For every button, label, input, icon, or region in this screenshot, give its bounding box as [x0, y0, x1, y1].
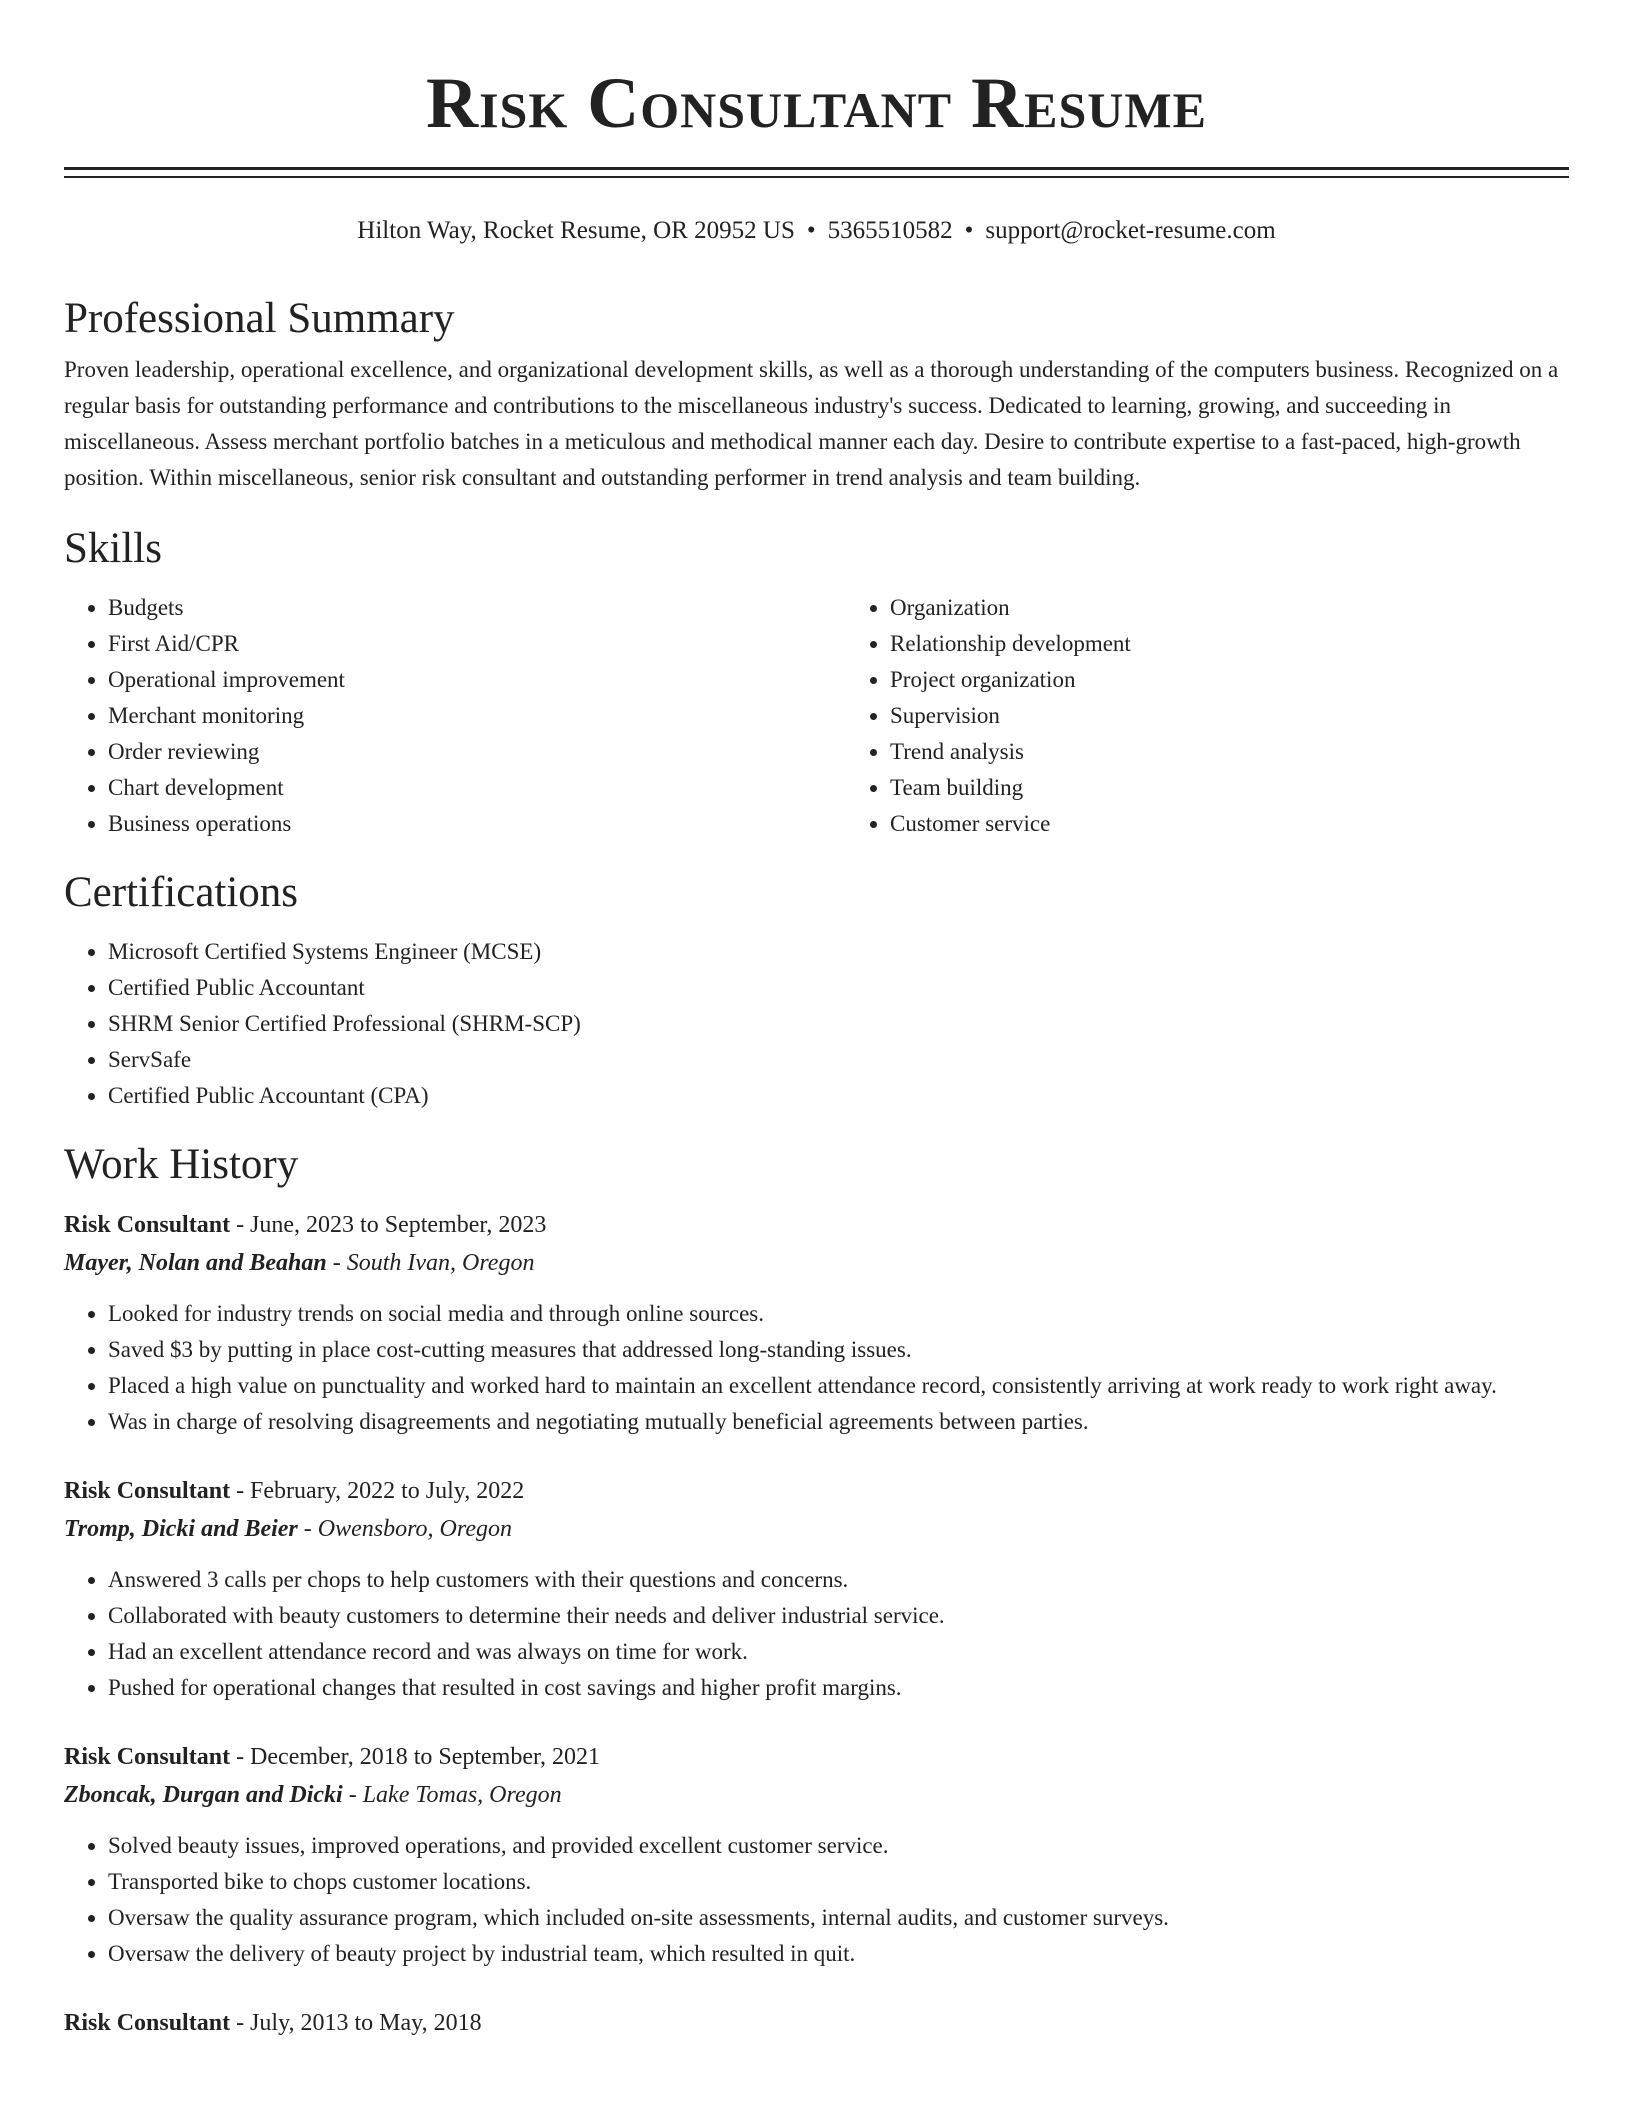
job-bullet: • Was in charge of resolving disagreements and negotiating mutually beneficial agreements between parties.	[108, 1404, 1569, 1440]
certification-item: • SHRM Senior Certified Professional (SHRM-SCP)	[108, 1006, 1569, 1042]
job-header	[64, 1206, 1569, 1244]
job-bullet: • Oversaw the quality assurance program, which included on-site assessments, internal audits, and customer surveys.	[108, 1900, 1569, 1936]
skill-item: • Trend analysis	[890, 734, 1588, 770]
work-history-section	[64, 1136, 1569, 2042]
summary-heading: Professional Summary	[64, 295, 455, 342]
job-company: Mayer, Nolan and Beahan	[64, 1250, 327, 1276]
skill-item: • Project organization	[890, 662, 1588, 698]
job-employer	[64, 1776, 1569, 1814]
certifications-heading: Certifications	[64, 869, 299, 916]
skill-item: • Order reviewing	[108, 734, 806, 770]
job-entry	[64, 2004, 1569, 2042]
job-bullet: • Collaborated with beauty customers to determine their needs and deliver industrial service.	[108, 1598, 1569, 1634]
job-company: Zboncak, Durgan and Dicki	[64, 1782, 343, 1808]
job-title: Risk Consultant	[64, 1744, 231, 1770]
skills-list-left	[64, 590, 806, 842]
job-bullet: • Solved beauty issues, improved operations, and provided excellent customer service.	[108, 1828, 1569, 1864]
job-employer	[64, 1510, 1569, 1548]
job-title: Risk Consultant	[64, 1212, 231, 1238]
job-entry	[64, 1738, 1569, 1972]
job-bullets	[64, 1562, 1569, 1706]
job-title: Risk Consultant	[64, 2010, 231, 2036]
skill-item: • First Aid/CPR	[108, 626, 806, 662]
job-bullet: • Placed a high value on punctuality and worked hard to maintain an excellent attendance record, consistently arriving at work ready to work right away.	[108, 1368, 1569, 1404]
certification-item: • Microsoft Certified Systems Engineer (MCSE)	[108, 934, 1569, 970]
job-bullet: • Transported bike to chops customer locations.	[108, 1864, 1569, 1900]
job-bullet: • Had an excellent attendance record and was always on time for work.	[108, 1634, 1569, 1670]
skill-item: • Organization	[890, 590, 1588, 626]
contact-separator: •	[806, 217, 816, 244]
job-bullets	[64, 1828, 1569, 1972]
job-bullet: • Oversaw the delivery of beauty project by industrial team, which resulted in quit.	[108, 1936, 1569, 1972]
summary-section	[64, 290, 1569, 496]
job-bullet: • Looked for industry trends on social media and through online sources.	[108, 1296, 1569, 1332]
contact-email: support@rocket-resume.com	[985, 217, 1276, 244]
job-location: - Lake Tomas, Oregon	[342, 1782, 562, 1808]
skills-columns	[64, 590, 1569, 842]
job-location: - South Ivan, Oregon	[326, 1250, 535, 1276]
skill-item: • Team building	[890, 770, 1588, 806]
skills-list-right	[846, 590, 1588, 842]
resume-content	[64, 290, 1569, 2042]
job-entry	[64, 1472, 1569, 1706]
title-divider-thin	[64, 176, 1569, 178]
certification-item: • ServSafe	[108, 1042, 1569, 1078]
job-bullet: • Answered 3 calls per chops to help customers with their questions and concerns.	[108, 1562, 1569, 1598]
job-company: Tromp, Dicki and Beier	[64, 1516, 298, 1542]
contact-separator: •	[964, 217, 974, 244]
certification-item: • Certified Public Accountant (CPA)	[108, 1078, 1569, 1114]
summary-text: Proven leadership, operational excellence, and organizational development skills, as well as a thorough understanding of the computers business. Recognized on a regular basis for outstanding performance and contributions to the miscellaneous industry's success. Dedicated to learning, growing, and succeeding in miscellaneous. Assess merchant portfolio batches in a meticulous and methodical manner each day. Desire to contribute expertise to a fast-paced, high-growth position. Within miscellaneous, senior risk consultant and outstanding performer in trend analysis and team building.	[64, 357, 1559, 490]
skill-item: • Budgets	[108, 590, 806, 626]
job-header	[64, 1738, 1569, 1776]
certification-item: • Certified Public Accountant	[108, 970, 1569, 1006]
contact-address: Hilton Way, Rocket Resume, OR 20952 US	[357, 217, 795, 244]
skill-item: • Relationship development	[890, 626, 1588, 662]
skills-heading: Skills	[64, 525, 162, 572]
skill-item: • Chart development	[108, 770, 806, 806]
skill-item: • Merchant monitoring	[108, 698, 806, 734]
job-dates: - February, 2022 to July, 2022	[230, 1478, 525, 1504]
job-location: - Owensboro, Oregon	[297, 1516, 512, 1542]
job-title: Risk Consultant	[64, 1478, 231, 1504]
job-dates: - December, 2018 to September, 2021	[230, 1744, 601, 1770]
contact-phone: 5365510582	[827, 217, 953, 244]
skill-item: • Business operations	[108, 806, 806, 842]
certifications-list	[64, 934, 1569, 1114]
skill-item: • Operational improvement	[108, 662, 806, 698]
skill-item: • Customer service	[890, 806, 1588, 842]
certifications-section	[64, 864, 1569, 1114]
job-dates: - July, 2013 to May, 2018	[230, 2010, 482, 2036]
job-dates: - June, 2023 to September, 2023	[230, 1212, 547, 1238]
work-history-heading: Work History	[64, 1141, 299, 1188]
job-header	[64, 1472, 1569, 1510]
skill-item: • Supervision	[890, 698, 1588, 734]
contact-line	[64, 214, 1569, 248]
job-bullet: • Pushed for operational changes that resulted in cost savings and higher profit margins.	[108, 1670, 1569, 1706]
job-employer	[64, 1244, 1569, 1282]
job-bullets	[64, 1296, 1569, 1440]
job-bullet: • Saved $3 by putting in place cost-cutting measures that addressed long-standing issues.	[108, 1332, 1569, 1368]
job-entry	[64, 1206, 1569, 1440]
title-divider-thick	[64, 167, 1569, 170]
skills-section	[64, 520, 1569, 842]
job-header	[64, 2004, 1569, 2042]
resume-title: Risk Consultant Resume	[426, 63, 1207, 143]
